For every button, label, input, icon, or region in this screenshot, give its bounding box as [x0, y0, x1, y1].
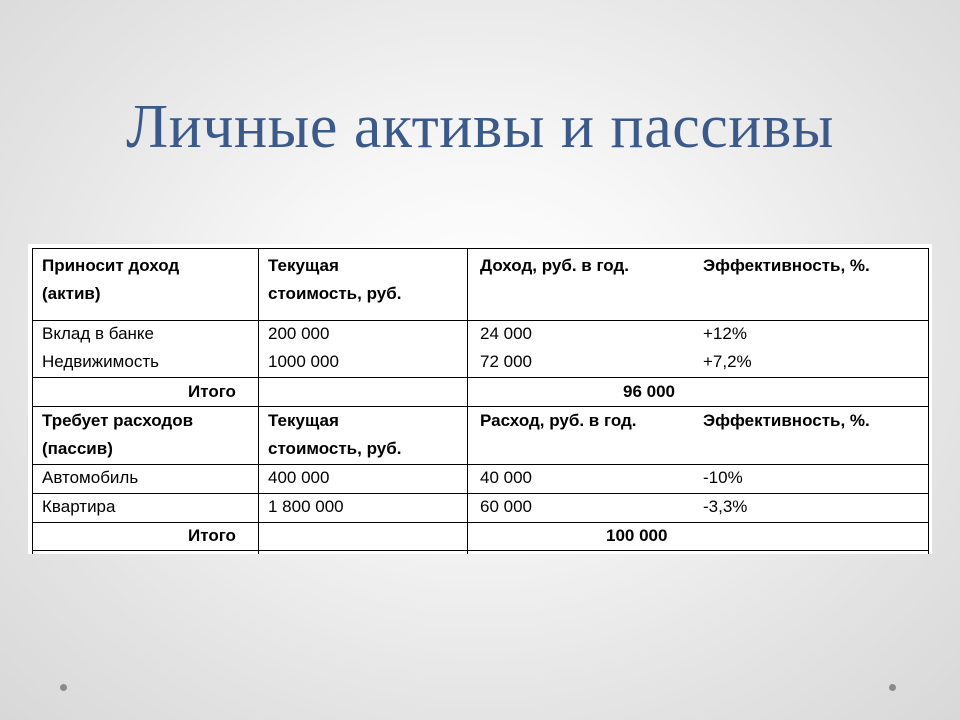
table-border-left: [32, 248, 33, 554]
assets-header-col2-line1: Текущая: [268, 256, 339, 275]
liabilities-header-col3: Расход, руб. в год.: [480, 411, 637, 430]
slide-title: Личные активы и пассивы: [126, 93, 834, 161]
assets-total-value: 96 000: [623, 382, 675, 401]
table-border-top: [32, 248, 928, 249]
liability-row-1-expense: 40 000: [480, 468, 532, 487]
liability-row-2-value: 1 800 000: [268, 497, 344, 516]
liabilities-header-col1-line2: (пассив): [42, 439, 113, 458]
row-divider: [32, 522, 928, 523]
liability-row-2-name: Квартира: [42, 497, 116, 516]
asset-row-1-eff: +12%: [703, 324, 747, 343]
liability-row-2-expense: 60 000: [480, 497, 532, 516]
assets-total-label: Итого: [188, 382, 236, 401]
liabilities-header-col4: Эффективность, %.: [703, 411, 870, 430]
assets-liabilities-table: [28, 244, 932, 554]
decorative-dot-left: [60, 684, 67, 691]
liabilities-header-col2-line1: Текущая: [268, 411, 339, 430]
liability-row-1-name: Автомобиль: [42, 468, 139, 487]
assets-header-col2-line2: стоимость, руб.: [268, 284, 402, 303]
liabilities-header-col1-line1: Требует расходов: [42, 411, 194, 430]
assets-header-col3: Доход, руб. в год.: [480, 256, 629, 275]
assets-header-col1-line2: (актив): [42, 284, 101, 303]
liabilities-total-value: 100 000: [606, 526, 668, 545]
decorative-dot-right: [889, 684, 896, 691]
liabilities-header-col2-line2: стоимость, руб.: [268, 439, 402, 458]
row-divider: [32, 377, 928, 378]
liability-row-1-value: 400 000: [268, 468, 330, 487]
liabilities-total-label: Итого: [188, 526, 236, 545]
asset-row-1-name: Вклад в банке: [42, 324, 155, 343]
table-border-bottom: [32, 550, 928, 551]
table-border-right: [928, 248, 929, 554]
table-column-divider: [467, 248, 468, 554]
asset-row-2-eff: +7,2%: [703, 352, 752, 371]
asset-row-2-value: 1000 000: [268, 352, 339, 371]
table-column-divider: [258, 248, 259, 554]
asset-row-1-value: 200 000: [268, 324, 330, 343]
liability-row-2-eff: -3,3%: [703, 497, 748, 516]
liability-row-1-eff: -10%: [703, 468, 743, 487]
asset-row-1-income: 24 000: [480, 324, 532, 343]
assets-header-col1-line1: Приносит доход: [42, 256, 180, 275]
assets-header-col4: Эффективность, %.: [703, 256, 870, 275]
asset-row-2-income: 72 000: [480, 352, 532, 371]
asset-row-2-name: Недвижимость: [42, 352, 159, 371]
